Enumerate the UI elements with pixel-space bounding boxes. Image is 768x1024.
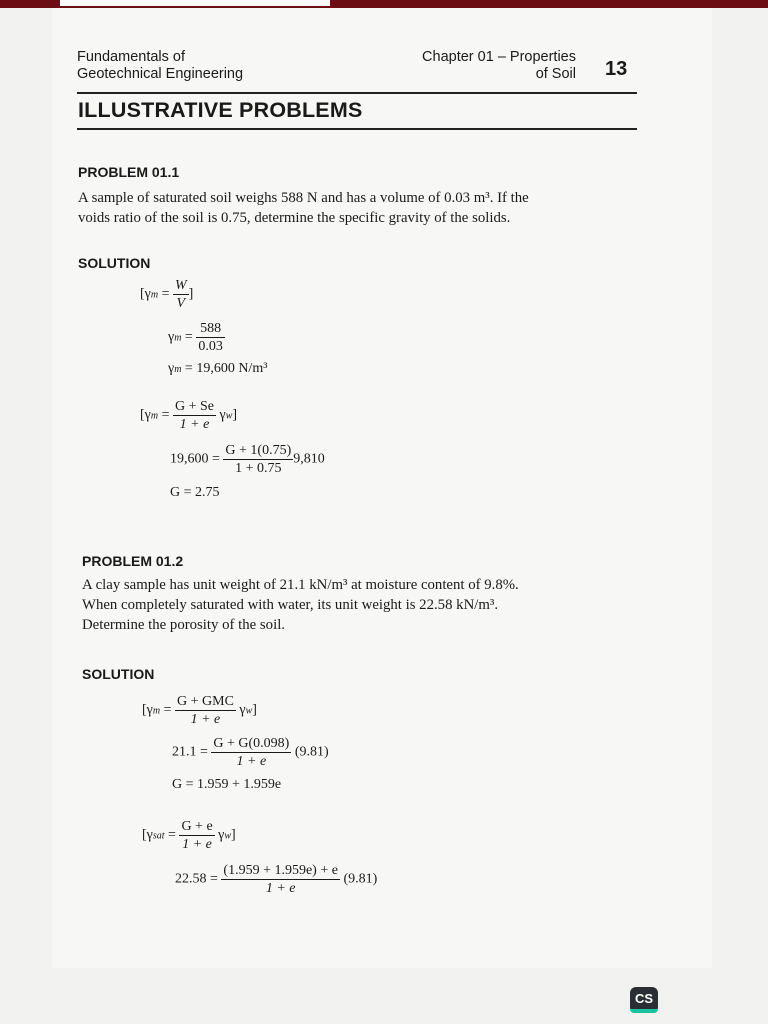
eq-numerator: G + Se <box>175 399 215 414</box>
page-number: 13 <box>605 58 628 80</box>
eq-numerator: G + e <box>181 819 213 834</box>
solution-2-heading: SOLUTION <box>82 666 155 682</box>
eq-result: = 19,600 N/m³ <box>184 361 268 376</box>
eq-unit-weight-substitution: γm = $\frac{588}{0.03}$ <box>168 321 223 354</box>
eq-specific-gravity-substitution: 19,600 = $\frac{G + 1(0.75)}{1 + 0.75}$ 9,810 <box>170 443 325 476</box>
eq-denominator: 0.03 <box>198 339 223 354</box>
eq-denominator: 1 + 0.75 <box>235 461 282 476</box>
eq-saturated-unit-weight-formula: [γsat = $\frac{G + e}{1 + e}$ γw] <box>142 819 236 852</box>
header-rule <box>77 92 637 94</box>
problem-2-text-line2: When completely saturated with water, its unit weight is 22.58 kN/m³. <box>82 597 499 613</box>
eq-denominator: V <box>176 296 186 311</box>
problem-2-text <box>82 575 519 635</box>
book-title-line2: Geotechnical Engineering <box>77 66 244 82</box>
solution-1-heading: SOLUTION <box>78 255 151 271</box>
problem-2-text-line3: Determine the porosity of the soil. <box>82 617 286 633</box>
eq-numerator: W <box>175 278 187 293</box>
problem-2-heading: PROBLEM 01.2 <box>82 553 184 569</box>
eq-numerator: G + GMC <box>177 694 234 709</box>
eq-numerator: G + G(0.098) <box>213 736 290 751</box>
eq-numerator: G + 1(0.75) <box>225 443 292 458</box>
eq-denominator: 1 + e <box>179 417 210 432</box>
eq-numerator: 588 <box>196 320 225 338</box>
problem-1-text-line1: A sample of saturated soil weighs 588 N and has a volume of 0.03 m³. If the <box>78 190 529 206</box>
eq-moist-unit-weight-formula: [γm = $\frac{\text{G + GMC}}{1 + e}$ γw] <box>142 694 257 727</box>
eq-denominator: 1 + e <box>265 881 296 896</box>
eq-specific-gravity-result: G = 2.75 <box>170 485 220 500</box>
book-title-line1: Fundamentals of <box>77 49 186 65</box>
eq-denominator: 1 + e <box>182 837 212 852</box>
eq-saturated-substitution: 22.58 = $\frac{(1.959 + 1.959e) + e}{1 + e}$ (9.81) <box>175 863 378 896</box>
eq-unit-weight-definition: [γm = $\frac{W}{V}$ ] <box>140 278 194 311</box>
eq-unit-weight-result: γm = 19,600 N/m³ <box>168 361 268 376</box>
problem-1-heading: PROBLEM 01.1 <box>78 164 180 180</box>
chapter-title-line2: of Soil <box>535 66 576 82</box>
eq-numerator: (1.959 + 1.959e) + e <box>223 863 338 878</box>
camscanner-logo: CS <box>630 987 658 1013</box>
chapter-title <box>398 49 576 83</box>
problem-1-text <box>78 188 529 228</box>
section-rule <box>77 128 637 130</box>
eq-g-in-terms-of-e: G = 1.959 + 1.959e <box>172 777 282 792</box>
eq-denominator: 1 + e <box>190 712 221 727</box>
eq-moist-substitution: 21.1 = $\frac{G + G(0.098)}{1 + e}$ (9.81) <box>172 736 329 769</box>
eq-saturated-formula: [γm = $\frac{G + Se}{1 + e}$ γw] <box>140 399 238 432</box>
camscanner-logo-accent <box>630 1009 658 1013</box>
top-edge-paper <box>60 0 330 6</box>
chapter-title-line1: Chapter 01 – Properties <box>422 49 576 65</box>
problem-2-text-line1: A clay sample has unit weight of 21.1 kN/m³ at moisture content of 9.8%. <box>82 577 519 593</box>
top-edge-band <box>0 0 768 8</box>
section-title: ILLUSTRATIVE PROBLEMS <box>78 98 363 122</box>
problem-1-text-line2: voids ratio of the soil is 0.75, determine the specific gravity of the solids. <box>78 210 511 226</box>
book-title <box>77 49 243 83</box>
eq-denominator: 1 + e <box>236 754 267 769</box>
